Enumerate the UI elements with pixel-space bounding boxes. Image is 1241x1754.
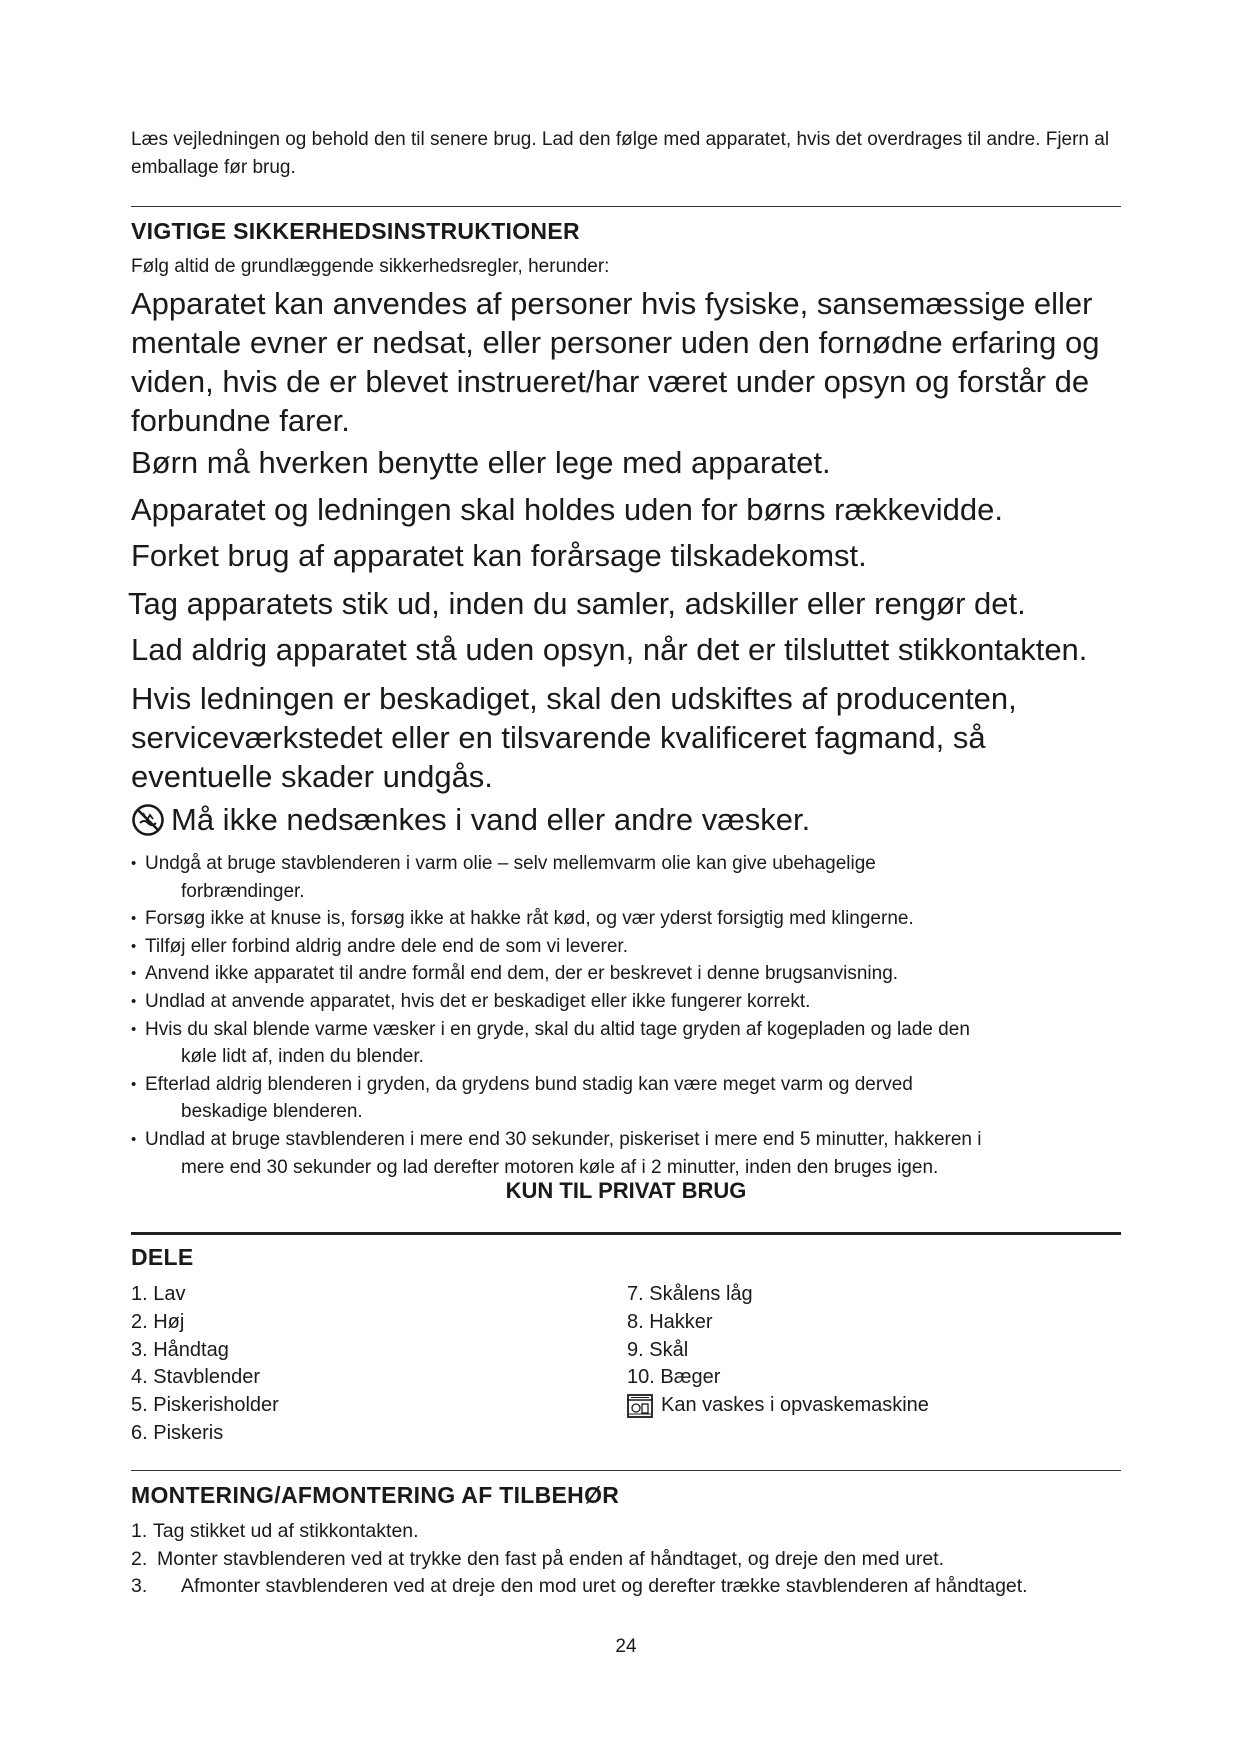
step-number: 2. xyxy=(131,1547,148,1570)
list-item: 1. Lav xyxy=(131,1283,186,1305)
bullet-text: Efterlad aldrig blenderen i gryden, da grydens bund stadig kan være meget varm og derved xyxy=(145,1073,913,1095)
list-item xyxy=(131,1016,1121,1071)
step-text: Monter stavblenderen ved at trykke den fast på enden af håndtaget, og dreje den med uret. xyxy=(157,1547,945,1570)
step-number: 1. xyxy=(131,1520,148,1542)
safety-item: Børn må hverken benytte eller lege med apparatet. xyxy=(131,445,831,480)
divider xyxy=(131,206,1121,207)
parts-heading: DELE xyxy=(131,1244,194,1270)
divider xyxy=(131,1232,1121,1235)
list-item: 9. Skål xyxy=(627,1338,689,1361)
list-item xyxy=(131,850,1121,905)
list-item xyxy=(131,1518,1121,1546)
list-item: 4. Stavblender xyxy=(131,1366,260,1389)
list-item: 7. Skålens låg xyxy=(627,1283,753,1305)
page-number: 24 xyxy=(615,1636,637,1657)
list-item xyxy=(131,960,1121,988)
list-item xyxy=(131,933,1121,961)
dishwasher-icon xyxy=(627,1394,653,1418)
list-item xyxy=(131,1126,1121,1181)
parts-list-right xyxy=(627,1281,929,1427)
immersion-warning xyxy=(131,800,810,839)
step-text: Tag stikket ud af stikkontakten. xyxy=(153,1520,419,1542)
list-item xyxy=(131,1071,1121,1126)
safety-item: Tag apparatets stik ud, inden du samler, adskiller eller rengør det. xyxy=(128,586,1026,621)
bullet-text: Hvis du skal blende varme væsker i en gryde, skal du altid tage gryden af kogepladen og lade den xyxy=(145,1018,970,1040)
safety-subheading: Følg altid de grundlæggende sikkerhedsregler, herunder: xyxy=(131,256,610,277)
parts-list-left xyxy=(131,1281,279,1448)
list-item: 3. Håndtag xyxy=(131,1338,229,1361)
immersion-warning-text: Må ikke nedsænkes i vand eller andre væsker. xyxy=(171,802,811,837)
safety-item: Apparatet og ledningen skal holdes uden for børns rækkevidde. xyxy=(131,492,1003,527)
safety-item: Hvis ledningen er beskadiget, skal den udskiftes af producenten, serviceværkstedet eller en tilsvarende kvalificeret fagmand, så eventuelle skader undgås. xyxy=(131,681,1017,794)
bullet-text: Undlad at anvende apparatet, hvis det er beskadiget eller ikke fungerer korrekt. xyxy=(145,990,811,1012)
safety-bullet-list xyxy=(131,850,1121,1181)
bullet-text: Anvend ikke apparatet til andre formål end dem, der er beskrevet i denne brugsanvisning. xyxy=(145,963,899,985)
private-use-note: KUN TIL PRIVAT BRUG xyxy=(505,1178,747,1203)
bullet-continuation: beskadige blenderen. xyxy=(181,1101,363,1123)
dishwasher-note xyxy=(627,1392,929,1420)
bullet-continuation: forbrændinger. xyxy=(181,880,305,902)
bullet-text: Undgå at bruge stavblenderen i varm olie – selv mellemvarm olie kan give ubehagelige xyxy=(145,853,876,874)
list-item: 2. Høj xyxy=(131,1310,185,1333)
safety-item: Apparatet kan anvendes af personer hvis fysiske, sansemæssige eller mentale evner er nedsat, eller personer uden den fornødne erfaring og viden, hvis de er blevet instrueret/har været under opsyn og forstår de forbundne farer. xyxy=(131,286,1100,438)
assembly-steps xyxy=(131,1518,1121,1601)
safety-heading: VIGTIGE SIKKERHEDSINSTRUKTIONER xyxy=(131,218,580,244)
list-item xyxy=(131,1546,1121,1574)
no-immersion-icon xyxy=(131,803,165,837)
list-item: 8. Hakker xyxy=(627,1310,713,1333)
dishwasher-note-text: Kan vaskes i opvaskemaskine xyxy=(661,1394,929,1417)
list-item: 10. Bæger xyxy=(627,1366,721,1389)
safety-item: Forket brug af apparatet kan forårsage tilskadekomst. xyxy=(131,538,867,573)
safety-item: Lad aldrig apparatet stå uden opsyn, når det er tilsluttet stikkontakten. xyxy=(131,632,1088,667)
bullet-continuation: mere end 30 sekunder og lad derefter motoren køle af i 2 minutter, inden den bruges igen. xyxy=(181,1156,939,1178)
bullet-text: Undlad at bruge stavblenderen i mere end 30 sekunder, piskeriset i mere end 5 minutter, hakkeren i xyxy=(145,1128,982,1150)
step-number: 3. xyxy=(131,1575,148,1597)
list-item xyxy=(627,1392,929,1427)
list-item xyxy=(131,988,1121,1016)
bullet-text: Tilføj eller forbind aldrig andre dele end de som vi leverer. xyxy=(145,935,628,957)
bullet-continuation: køle lidt af, inden du blender. xyxy=(181,1046,424,1068)
list-item: 6. Piskeris xyxy=(131,1421,224,1444)
intro-text: Læs vejledningen og behold den til senere brug. Lad den følge med apparatet, hvis det overdrages til andre. Fjern al emballage før brug. xyxy=(131,129,1110,178)
divider xyxy=(131,1470,1121,1471)
list-item: 5. Piskerisholder xyxy=(131,1394,279,1417)
assembly-heading: MONTERING/AFMONTERING AF TILBEHØR xyxy=(131,1482,620,1508)
list-item xyxy=(131,905,1121,933)
step-text: Afmonter stavblenderen ved at dreje den mod uret og derefter trække stavblenderen af håndtaget. xyxy=(181,1575,1028,1597)
list-item xyxy=(131,1573,1121,1601)
bullet-text: Forsøg ikke at knuse is, forsøg ikke at hakke råt kød, og vær yderst forsigtig med klingerne. xyxy=(145,908,914,930)
